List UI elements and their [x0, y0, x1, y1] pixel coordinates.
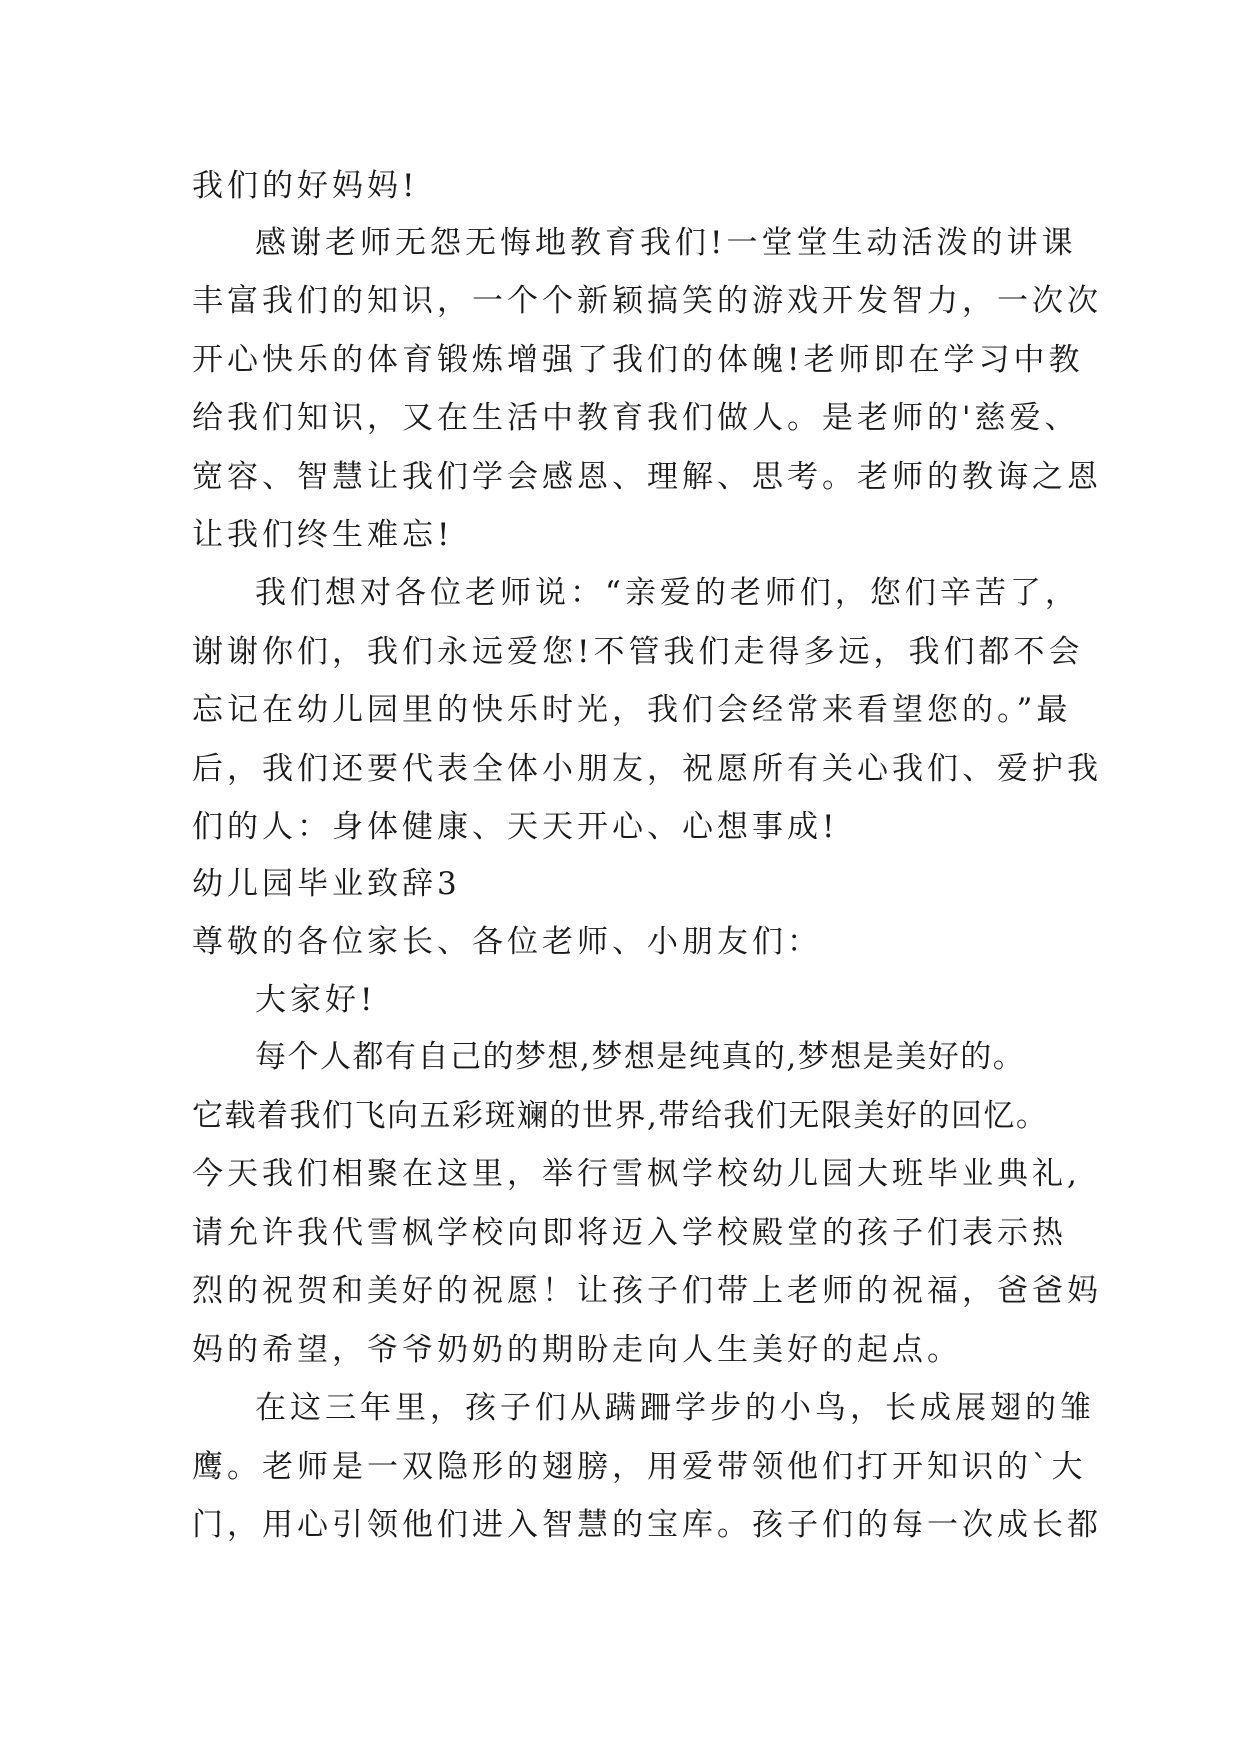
text-line: 每个人都有自己的梦想,梦想是纯真的,梦想是美好的。 [255, 1039, 1026, 1075]
text-line: 忘记在幼儿园里的快乐时光，我们会经常来看望您的。”最 [192, 692, 1072, 728]
text-line: 妈的希望，爷爷奶奶的期盼走向人生美好的起点。 [192, 1332, 962, 1368]
text-line: 感谢老师无怨无悔地教育我们!一堂堂生动活泼的讲课 [255, 225, 1077, 261]
section-title: 幼儿园毕业致辞3 [192, 866, 461, 902]
text-line: 请允许我代雪枫学校向即将迈入学校殿堂的孩子们表示热 [192, 1215, 1067, 1251]
text-line: 开心快乐的体育锻炼增强了我们的体魄!老师即在学习中教 [192, 342, 1084, 378]
text-line: 它载着我们飞向五彩斑斓的世界,带给我们无限美好的回忆。 [192, 1098, 1049, 1134]
text-line: 让我们终生难忘! [192, 517, 454, 553]
text-line: 后，我们还要代表全体小朋友，祝愿所有关心我们、爱护我 [192, 751, 1102, 787]
text-line: 们的人：身体健康、天天开心、心想事成! [192, 809, 839, 845]
text-line: 大家好! [255, 982, 377, 1018]
text-line: 我们的好妈妈! [192, 168, 419, 204]
text-line: 宽容、智慧让我们学会感恩、理解、思考。老师的教诲之恩 [192, 459, 1102, 495]
text-line: 鹰。老师是一双隐形的翅膀，用爱带领他们打开知识的`大 [192, 1449, 1087, 1485]
text-line: 谢谢你们，我们永远爱您!不管我们走得多远，我们都不会 [192, 634, 1084, 670]
text-line: 给我们知识，又在生活中教育我们做人。是老师的'慈爱、 [192, 400, 1080, 436]
text-line: 我们想对各位老师说：“亲爱的老师们，您们辛苦了， [255, 575, 1080, 611]
text-line: 今天我们相聚在这里，举行雪枫学校幼儿园大班毕业典礼, [192, 1156, 1081, 1192]
greeting: 尊敬的各位家长、各位老师、小朋友们： [192, 924, 822, 960]
text-line: 烈的祝贺和美好的祝愿！让孩子们带上老师的祝福，爸爸妈 [192, 1273, 1102, 1309]
text-line: 在这三年里，孩子们从蹒跚学步的小鸟，长成展翅的雏 [255, 1390, 1095, 1426]
text-line: 门，用心引领他们进入智慧的宝库。孩子们的每一次成长都 [192, 1507, 1102, 1543]
text-line: 丰富我们的知识，一个个新颖搞笑的游戏开发智力，一次次 [192, 283, 1102, 319]
